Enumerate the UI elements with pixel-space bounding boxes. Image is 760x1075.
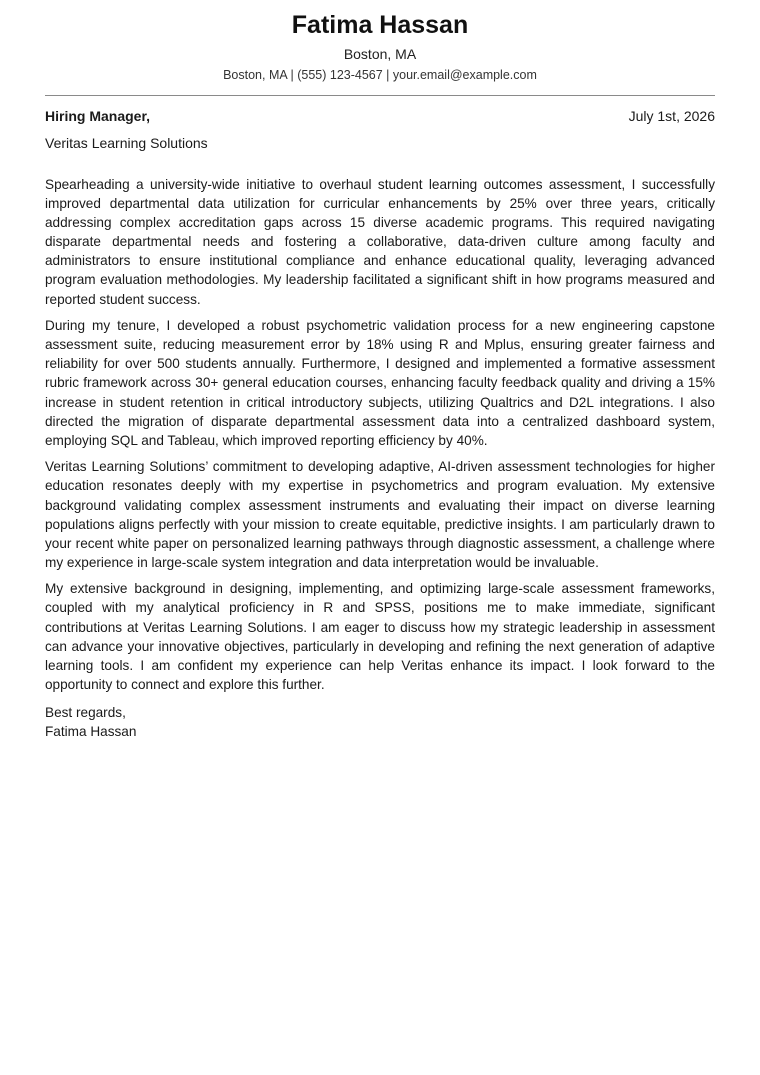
applicant-name: Fatima Hassan	[291, 11, 469, 39]
recipient-salutation: Hiring Manager,	[45, 108, 151, 124]
header-divider	[45, 95, 715, 96]
contact-line: Boston, MA | (555) 123-4567 | your.email@example.com	[223, 68, 537, 82]
signature-name: Fatima Hassan	[45, 724, 137, 740]
body-paragraph-4: My extensive background in designing, implementing, and optimizing large-scale assessment frameworks, coupled with my analytical proficiency in R and SPSS, positions me to make immediate, significant contributions at Veritas Learning Solutions. I am eager to discuss how my strategic leadership in assessment can advance your innovative objectives, particularly in developing and refining the next generation of adaptive learning tools. I am confident my experience can help Veritas enhance its impact. I look forward to the opportunity to connect and explore this further.	[45, 581, 715, 692]
body-paragraph-3: Veritas Learning Solutions’ commitment to developing adaptive, AI-driven assessment technologies for higher education resonates deeply with my expertise in psychometrics and program evaluation. My extensive background validating complex assessment instruments and evaluating their impact on diverse learning populations aligns perfectly with your mission to create equitable, predictive insights. I am particularly drawn to your recent white paper on personalized learning pathways through diagnostic assessment, a challenge where my experience in large-scale system integration and data interpretation would be invaluable.	[45, 459, 715, 570]
letter-date: July 1st, 2026	[628, 108, 715, 124]
recipient-company: Veritas Learning Solutions	[45, 135, 208, 151]
letter-closing	[45, 703, 715, 741]
body-paragraph-2: During my tenure, I developed a robust psychometric validation process for a new engineering capstone assessment suite, reducing measurement error by 18% using R and Mplus, ensuring greater fairness and reliability for over 500 students annually. Furthermore, I designed and implemented a formative assessment rubric framework across 30+ general education courses, enhancing faculty feedback quality and driving a 15% increase in student retention in critical introductory subjects, utilizing Qualtrics and D2L integrations. I also directed the migration of disparate departmental assessment data into a centralized dashboard system, employing SQL and Tableau, which improved reporting efficiency by 40%.	[45, 318, 715, 448]
body-paragraph-1: Spearheading a university-wide initiative to overhaul student learning outcomes assessment, I successfully improved departmental data utilization for curricular enhancements by 25% over three years, critically addressing complex accreditation gaps across 15 diverse academic programs. This required navigating disparate departmental needs and fostering a collaborative, data-driven culture among faculty and administrators to ensure institutional compliance and enhance educational quality, leveraging advanced program evaluation methodologies. My leadership facilitated a significant shift in how programs measured and reported student success.	[45, 177, 715, 307]
recipient-row	[45, 107, 715, 125]
applicant-location: Boston, MA	[343, 46, 417, 62]
letter-body	[45, 175, 715, 694]
valediction: Best regards,	[45, 704, 126, 720]
